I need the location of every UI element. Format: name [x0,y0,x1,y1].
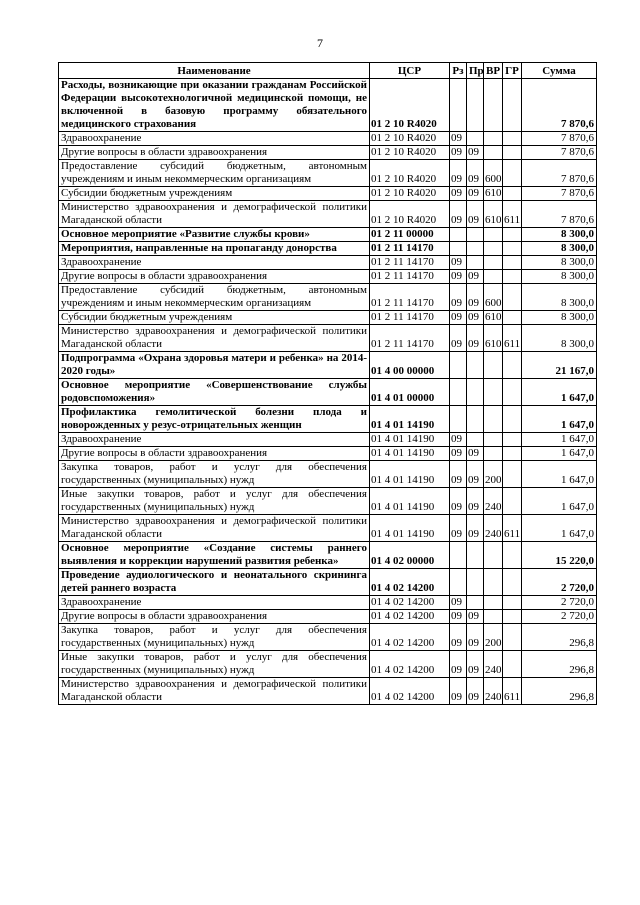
cell-vr [484,352,503,379]
table-body [59,79,597,705]
cell-name: Субсидии бюджетным учреждениям [59,311,370,325]
cell-vr: 200 [484,624,503,651]
cell-pr: 09 [467,461,484,488]
cell-pr [467,433,484,447]
cell-pr [467,406,484,433]
table-row [59,256,597,270]
table-row [59,488,597,515]
cell-vr [484,256,503,270]
cell-rz: 09 [450,146,467,160]
cell-rz: 09 [450,132,467,146]
cell-rz [450,406,467,433]
cell-pr [467,569,484,596]
cell-name: Другие вопросы в области здравоохранения [59,447,370,461]
cell-vr [484,406,503,433]
cell-pr: 09 [467,270,484,284]
table-header-row [59,63,597,79]
cell-rz: 09 [450,201,467,228]
cell-rz: 09 [450,160,467,187]
cell-gr [503,146,522,160]
column-header-csr: ЦСР [370,63,450,79]
cell-gr [503,569,522,596]
cell-sum: 296,8 [522,678,597,705]
budget-table [58,62,597,705]
cell-csr: 01 2 11 14170 [370,242,450,256]
cell-name: Основное мероприятие «Совершенствование службы родовспоможения» [59,379,370,406]
cell-name: Иные закупки товаров, работ и услуг для обеспечения государственных (муниципальных) нужд [59,488,370,515]
cell-csr: 01 4 01 14190 [370,447,450,461]
cell-name: Субсидии бюджетным учреждениям [59,187,370,201]
cell-gr [503,542,522,569]
cell-vr: 200 [484,461,503,488]
cell-pr: 09 [467,447,484,461]
cell-csr: 01 2 10 R4020 [370,201,450,228]
cell-sum: 1 647,0 [522,515,597,542]
cell-gr [503,132,522,146]
table-row [59,201,597,228]
cell-csr: 01 4 02 14200 [370,678,450,705]
table-row [59,433,597,447]
cell-name: Министерство здравоохранения и демографической политики Магаданской области [59,678,370,705]
cell-name: Другие вопросы в области здравоохранения [59,270,370,284]
cell-name: Предоставление субсидий бюджетным, автономным учреждениям и иным некоммерческим организациям [59,284,370,311]
cell-rz: 09 [450,447,467,461]
cell-vr: 240 [484,651,503,678]
cell-gr [503,651,522,678]
cell-sum: 1 647,0 [522,379,597,406]
cell-rz [450,242,467,256]
cell-vr [484,433,503,447]
cell-name: Иные закупки товаров, работ и услуг для обеспечения государственных (муниципальных) нужд [59,651,370,678]
cell-pr: 09 [467,187,484,201]
cell-pr [467,228,484,242]
cell-vr [484,569,503,596]
cell-rz: 09 [450,284,467,311]
cell-rz: 09 [450,325,467,352]
cell-pr: 09 [467,624,484,651]
cell-rz: 09 [450,515,467,542]
cell-csr: 01 2 11 14170 [370,270,450,284]
cell-name: Здравоохранение [59,596,370,610]
cell-vr: 610 [485,187,502,199]
cell-vr: 600 [484,284,503,311]
column-header-pr: Пр [467,63,484,79]
table-row [59,146,597,160]
cell-csr: 01 2 11 14170 [370,284,450,311]
cell-gr [503,352,522,379]
cell-name: Предоставление субсидий бюджетным, автономным учреждениям и иным некоммерческим организациям [59,160,370,187]
table-row [59,379,597,406]
cell-vr [484,379,503,406]
table-row [59,515,597,542]
cell-sum: 1 647,0 [522,406,597,433]
cell-gr [503,610,522,624]
cell-gr [503,228,522,242]
cell-gr: 611 [503,515,522,542]
table-row [59,352,597,379]
cell-pr [467,242,484,256]
cell-sum: 2 720,0 [522,596,597,610]
cell-vr [484,79,503,132]
cell-vr: 240 [484,515,503,542]
cell-name: Основное мероприятие «Развитие службы крови» [59,228,370,242]
table-row [59,678,597,705]
cell-sum: 296,8 [522,624,597,651]
cell-sum: 7 870,6 [522,187,597,201]
cell-rz [450,379,467,406]
cell-rz [450,79,467,132]
cell-name: Здравоохранение [59,433,370,447]
column-header-gr: ГР [503,63,522,79]
cell-pr [467,352,484,379]
cell-rz: 09 [450,256,467,270]
cell-vr [484,146,503,160]
cell-gr [503,406,522,433]
cell-name: Министерство здравоохранения и демографической политики Магаданской области [59,515,370,542]
cell-name: Здравоохранение [59,256,370,270]
cell-name: Основное мероприятие «Создание системы раннего выявления и коррекции нарушений развития ребенка» [59,542,370,569]
cell-csr: 01 2 10 R4020 [370,132,450,146]
cell-pr [467,596,484,610]
cell-csr: 01 4 02 14200 [370,610,450,624]
table-row [59,132,597,146]
cell-rz: 09 [450,610,467,624]
cell-csr: 01 4 01 14190 [370,433,450,447]
cell-name: Другие вопросы в области здравоохранения [59,146,370,160]
cell-csr: 01 4 01 00000 [370,379,450,406]
table-row [59,284,597,311]
cell-vr [484,610,503,624]
table-row [59,228,597,242]
cell-sum: 8 300,0 [522,270,597,284]
cell-rz: 09 [450,461,467,488]
cell-csr: 01 2 10 R4020 [370,79,450,132]
cell-rz: 09 [450,311,467,325]
page-number: 7 [317,36,323,50]
cell-gr [503,624,522,651]
cell-csr: 01 4 01 14190 [370,461,450,488]
cell-rz [450,542,467,569]
cell-vr [484,447,503,461]
cell-vr [484,542,503,569]
cell-gr [503,379,522,406]
table-row [59,610,597,624]
cell-pr [467,256,484,270]
cell-csr: 01 4 01 14190 [370,515,450,542]
table-row [59,311,597,325]
cell-gr [503,311,522,325]
table-row [59,270,597,284]
cell-sum: 1 647,0 [522,461,597,488]
cell-csr: 01 4 01 14190 [370,406,450,433]
cell-csr: 01 4 02 14200 [370,596,450,610]
cell-gr [503,79,522,132]
cell-pr [467,132,484,146]
cell-rz: 09 [450,187,467,201]
cell-name: Закупка товаров, работ и услуг для обеспечения государственных (муниципальных) нужд [59,461,370,488]
table-row [59,187,597,201]
cell-sum: 2 720,0 [522,610,597,624]
cell-name: Проведение аудиологического и неонатального скрининга детей раннего возраста [59,569,370,596]
cell-name: Другие вопросы в области здравоохранения [59,610,370,624]
cell-sum: 8 300,0 [522,242,597,256]
table-row [59,160,597,187]
table-row [59,242,597,256]
cell-csr: 01 4 02 00000 [370,542,450,569]
cell-pr: 09 [467,515,484,542]
cell-pr: 09 [467,311,484,325]
cell-name: Расходы, возникающие при оказании гражданам Российской Федерации высокотехнологичной медицинской помощи, не включенной в базовую программу обязательного медицинского страхования [59,79,370,132]
cell-rz [450,569,467,596]
cell-gr: 611 [503,678,522,705]
cell-name: Министерство здравоохранения и демографической политики Магаданской области [59,201,370,228]
cell-pr [467,379,484,406]
cell-name: Здравоохранение [59,132,370,146]
cell-pr [467,542,484,569]
column-header-sum: Сумма [522,63,597,79]
cell-csr: 01 4 00 00000 [370,352,450,379]
cell-pr: 09 [467,678,484,705]
cell-sum: 21 167,0 [522,352,597,379]
cell-vr: 240 [484,488,503,515]
column-header-name: Наименование [59,63,370,79]
cell-sum: 2 720,0 [522,569,597,596]
cell-vr: 610 [484,325,503,352]
cell-sum: 8 300,0 [522,311,597,325]
cell-pr: 09 [467,160,484,187]
table-row [59,651,597,678]
table-row [59,542,597,569]
cell-rz: 09 [450,433,467,447]
column-header-vr: ВР [484,63,503,79]
cell-pr [467,79,484,132]
table-row [59,624,597,651]
cell-vr: 610 [485,311,502,323]
cell-sum: 7 870,6 [522,146,597,160]
cell-csr: 01 2 10 R4020 [370,187,450,201]
cell-gr [503,461,522,488]
cell-gr [503,447,522,461]
cell-csr: 01 2 11 14170 [370,311,450,325]
cell-pr: 09 [467,651,484,678]
cell-csr: 01 2 11 00000 [370,228,450,242]
cell-pr: 09 [467,610,484,624]
table-row [59,461,597,488]
cell-csr: 01 4 02 14200 [370,569,450,596]
cell-sum: 8 300,0 [522,256,597,270]
cell-name: Подпрограмма «Охрана здоровья матери и ребенка» на 2014-2020 годы» [59,352,370,379]
table-row [59,325,597,352]
table-row [59,447,597,461]
cell-gr: 611 [503,201,522,228]
cell-rz: 09 [450,596,467,610]
cell-sum: 296,8 [522,651,597,678]
cell-rz: 09 [450,651,467,678]
cell-sum: 7 870,6 [522,79,597,132]
cell-sum: 8 300,0 [522,325,597,352]
cell-rz: 09 [450,678,467,705]
cell-csr: 01 2 10 R4020 [370,146,450,160]
cell-gr [503,242,522,256]
table-row [59,79,597,132]
cell-pr: 09 [467,284,484,311]
cell-pr: 09 [467,201,484,228]
cell-gr [503,187,522,201]
cell-pr: 09 [467,488,484,515]
cell-gr [503,270,522,284]
cell-vr: 600 [484,160,503,187]
cell-sum: 8 300,0 [522,284,597,311]
cell-rz: 09 [450,488,467,515]
cell-csr: 01 2 10 R4020 [370,160,450,187]
cell-vr: 610 [484,201,503,228]
cell-gr: 611 [503,325,522,352]
cell-sum: 7 870,6 [522,201,597,228]
cell-rz [450,228,467,242]
cell-gr [503,488,522,515]
cell-csr: 01 2 11 14170 [370,325,450,352]
column-header-rz: Рз [450,63,467,79]
cell-gr [503,284,522,311]
cell-rz: 09 [450,270,467,284]
cell-name: Мероприятия, направленные на пропаганду донорства [59,242,370,256]
cell-pr: 09 [467,325,484,352]
cell-pr: 09 [467,146,484,160]
cell-csr: 01 4 02 14200 [370,624,450,651]
cell-sum: 8 300,0 [522,228,597,242]
cell-rz [450,352,467,379]
cell-csr: 01 4 01 14190 [370,488,450,515]
table-row [59,569,597,596]
cell-sum: 7 870,6 [522,132,597,146]
cell-gr [503,596,522,610]
cell-vr [484,596,503,610]
cell-gr [503,256,522,270]
cell-gr [503,433,522,447]
cell-csr: 01 2 11 14170 [370,256,450,270]
cell-sum: 1 647,0 [522,433,597,447]
cell-vr [484,132,503,146]
table-row [59,596,597,610]
cell-sum: 7 870,6 [522,160,597,187]
cell-name: Закупка товаров, работ и услуг для обеспечения государственных (муниципальных) нужд [59,624,370,651]
cell-rz: 09 [450,624,467,651]
cell-sum: 1 647,0 [522,447,597,461]
cell-csr: 01 4 02 14200 [370,651,450,678]
cell-name: Министерство здравоохранения и демографической политики Магаданской области [59,325,370,352]
cell-vr [484,242,503,256]
cell-vr [484,270,503,284]
cell-sum: 15 220,0 [522,542,597,569]
cell-name: Профилактика гемолитической болезни плода и новорожденных у резус-отрицательных женщин [59,406,370,433]
cell-vr [484,228,503,242]
cell-sum: 1 647,0 [522,488,597,515]
cell-vr: 240 [484,678,503,705]
table-row [59,406,597,433]
cell-gr [503,160,522,187]
